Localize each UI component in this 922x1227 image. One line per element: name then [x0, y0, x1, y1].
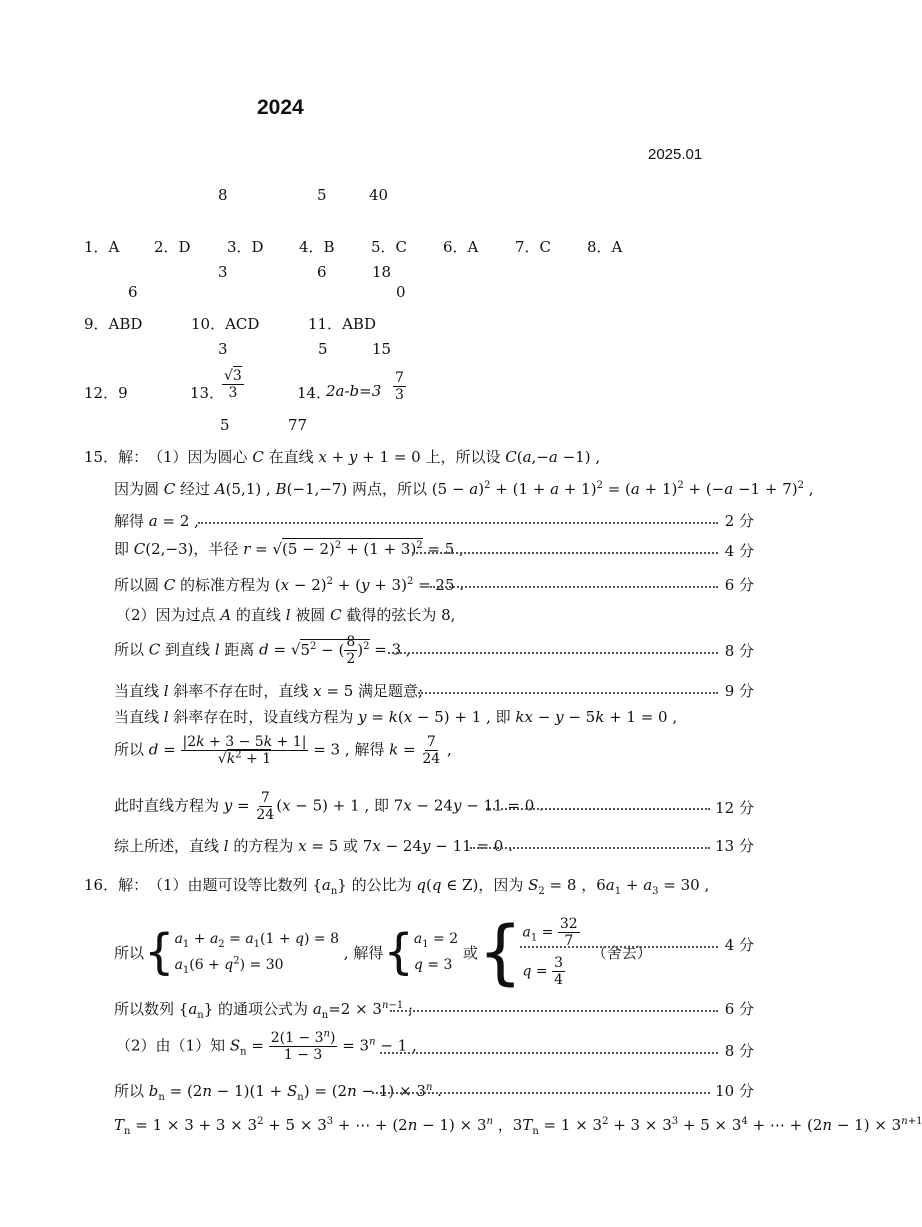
answer-4: 4．B [299, 238, 335, 256]
q15-line-9: 当直线 l 斜率存在时，设直线方程为 y = k(x − 5) + 1 , 即 kx − y − 5k + 1 = 0 , [114, 708, 678, 726]
q15-leader-3 [430, 586, 718, 588]
q15-leader-6 [486, 808, 710, 810]
section4-info-count: 5 [220, 416, 230, 434]
answer-14-numerator: 7 [395, 370, 404, 386]
q15-score-3: 6 分 [724, 576, 754, 594]
answer-9: 9．ABD [84, 315, 143, 333]
answer-14-label: 14． [297, 384, 332, 402]
q15-score-7: 13 分 [715, 837, 754, 855]
q16-line-2: 所以数列 $\{a_n\}$ 的通项公式为 $a_n=2 \times 3^{n-1}$ ; [114, 1000, 414, 1021]
q15-score-5: 9 分 [724, 682, 754, 700]
q16-reject-note: （舍去） [591, 943, 652, 962]
q15-line-12: 综上所述，直线 l 的方程为 x = 5 或 7x − 24y − 11 = 0 . [114, 837, 513, 855]
exam-date: 2025.01 [648, 146, 703, 163]
q15-score-6: 12 分 [715, 799, 754, 817]
q16-leader-4 [372, 1092, 710, 1094]
answer-2: 2．D [154, 238, 191, 256]
q16-leader-2 [390, 1010, 718, 1012]
answer-8: 8．A [587, 238, 623, 256]
q15-line-6: （2）因为过点 A 的直线 l 被圆 C 截得的弦长为 8, [116, 606, 456, 624]
q15-score-2: 4 分 [724, 542, 754, 560]
section1-info-points: 5 [317, 186, 327, 204]
section2-info-points: 6 [317, 263, 327, 281]
answer-14-text: 2a-b=3 [326, 382, 382, 400]
section3-info-points: 5 [318, 340, 328, 358]
section2-info-zero: 0 [396, 283, 406, 301]
q15-leader-1 [198, 522, 718, 524]
section3-info-total: 15 [372, 340, 392, 358]
answer-5: 5．C [371, 238, 408, 256]
q16-score-4: 10 分 [715, 1082, 754, 1100]
answer-13-label: 13． [190, 384, 225, 402]
q16-line-1: （1）由题可设等比数列 $\{a_n\}$ 的公比为 q(q ∈ Z)，因为 $S_2 = 8$ ，$6a_1 + a_3 = 30$ , [148, 876, 710, 897]
answer-14-denominator: 3 [395, 387, 404, 404]
q15-leader-2 [412, 552, 718, 554]
q15-leader-4 [388, 652, 718, 654]
section4-info-total: 77 [288, 416, 308, 434]
q15-score-4: 8 分 [724, 642, 754, 660]
q15-line-8: 当直线 l 斜率不存在时，直线 x = 5 满足题意; [114, 682, 424, 700]
q15-line-1: （1）因为圆心 C 在直线 x + y + 1 = 0 上，所以设 C(a,−a −1) , [148, 448, 601, 466]
q16-line-5: $T_n = 1 \times 3 + 3 \times 3^2 + 5 \times 3^3$ + ⋯ + $(2n - 1) \times 3^n$ ，$3T_n = 1 \times 3^2 + 3 \times 3^3 + 5 \times 3^4$ + ⋯ + $(2n - 1) \times 3^{n+1}$ [114, 1116, 922, 1137]
section1-info-count: 8 [218, 186, 228, 204]
q15-line-3: 解得 a = 2 , [114, 512, 199, 530]
q15-line-2: 因为圆 C 经过 A(5,1) , B(−1,−7) 两点，所以 $(5 - a)^2 + (1 + a + 1)^2 = (a + 1)^2 + (-a -1 + 7)^2$ , [114, 480, 814, 498]
q15-line-5: 所以圆 C 的标准方程为 $(x - 2)^2 + (y + 3)^2 = 25$ . [114, 576, 465, 594]
q15-line-11: 此时直线方程为 y = $\frac{7}{24}$ (x − 5) + 1 , 即 7x − 24y − 11 = 0 . [114, 790, 544, 824]
q16-label: 16．解： [84, 876, 149, 894]
q16-line-4: 所以 $b_n = (2n - 1)(1 + S_n) = (2n - 1) \times 3^n$ . [114, 1082, 442, 1103]
section1-info-total: 40 [369, 186, 389, 204]
q15-line-7: 所以 C 到直线 l 距离 $d = √5^2$ − ( $\frac{8}{2}$ )$^2$ = 3 , [114, 634, 411, 668]
q16-score-2: 6 分 [724, 1000, 754, 1018]
answer-11: 11．ABD [308, 315, 376, 333]
q16-system-1: 所以 { $a_1 + a_2 = a_1(1 + q) = 8$ $a_1(6 + q^2) = 30$ , 解得 { $a_1 = 2$ q = 3 或 { $a_1$ = $\frac{32}{7}$ q = $\frac{3}{4}$ （舍去） [114, 911, 652, 994]
q16-line-3: （2）由（1）知 $S_n$ = $\frac{2(1 - 3^n)}{1 - 3}$ = $3^n - 1$ , [116, 1028, 417, 1064]
answer-12: 12．9 [84, 384, 128, 402]
q16-leader-1 [520, 946, 718, 948]
q16-score-1: 4 分 [724, 936, 754, 954]
q15-leader-7 [470, 847, 710, 849]
section3-info-count: 3 [218, 340, 228, 358]
q16-leader-3 [380, 1052, 718, 1054]
section2-info-partial: 6 [128, 283, 138, 301]
q15-line-4: 即 C(2,−3)，半径 $r = √(5 - 2)^2 + (1 + 3)^2 = 5$ , [114, 540, 464, 558]
answer-14-fraction [393, 370, 406, 403]
answer-6: 6．A [443, 238, 479, 256]
answer-3: 3．D [227, 238, 264, 256]
answer-13-numerator: 3 [232, 368, 242, 384]
q16-score-3: 8 分 [724, 1042, 754, 1060]
section2-info-total: 18 [372, 263, 392, 281]
section2-info-count: 3 [218, 263, 228, 281]
answer-13-fraction: $\frac{√3}{3}$ [224, 368, 242, 402]
answer-13-denominator: 3 [228, 385, 238, 402]
answer-1: 1．A [84, 238, 120, 256]
answer-7: 7．C [515, 238, 552, 256]
answer-10: 10．ACD [191, 315, 260, 333]
q15-score-1: 2 分 [724, 512, 754, 530]
page-title: 2024 [257, 96, 304, 119]
q15-line-10: 所以 d = $\frac{|2k + 3 - 5k + 1|}{√k^2 + 1}$ = 3 , 解得 k = $\frac{7}{24}$ , [114, 734, 452, 768]
q15-label: 15．解： [84, 448, 149, 466]
q15-leader-5 [418, 692, 718, 694]
